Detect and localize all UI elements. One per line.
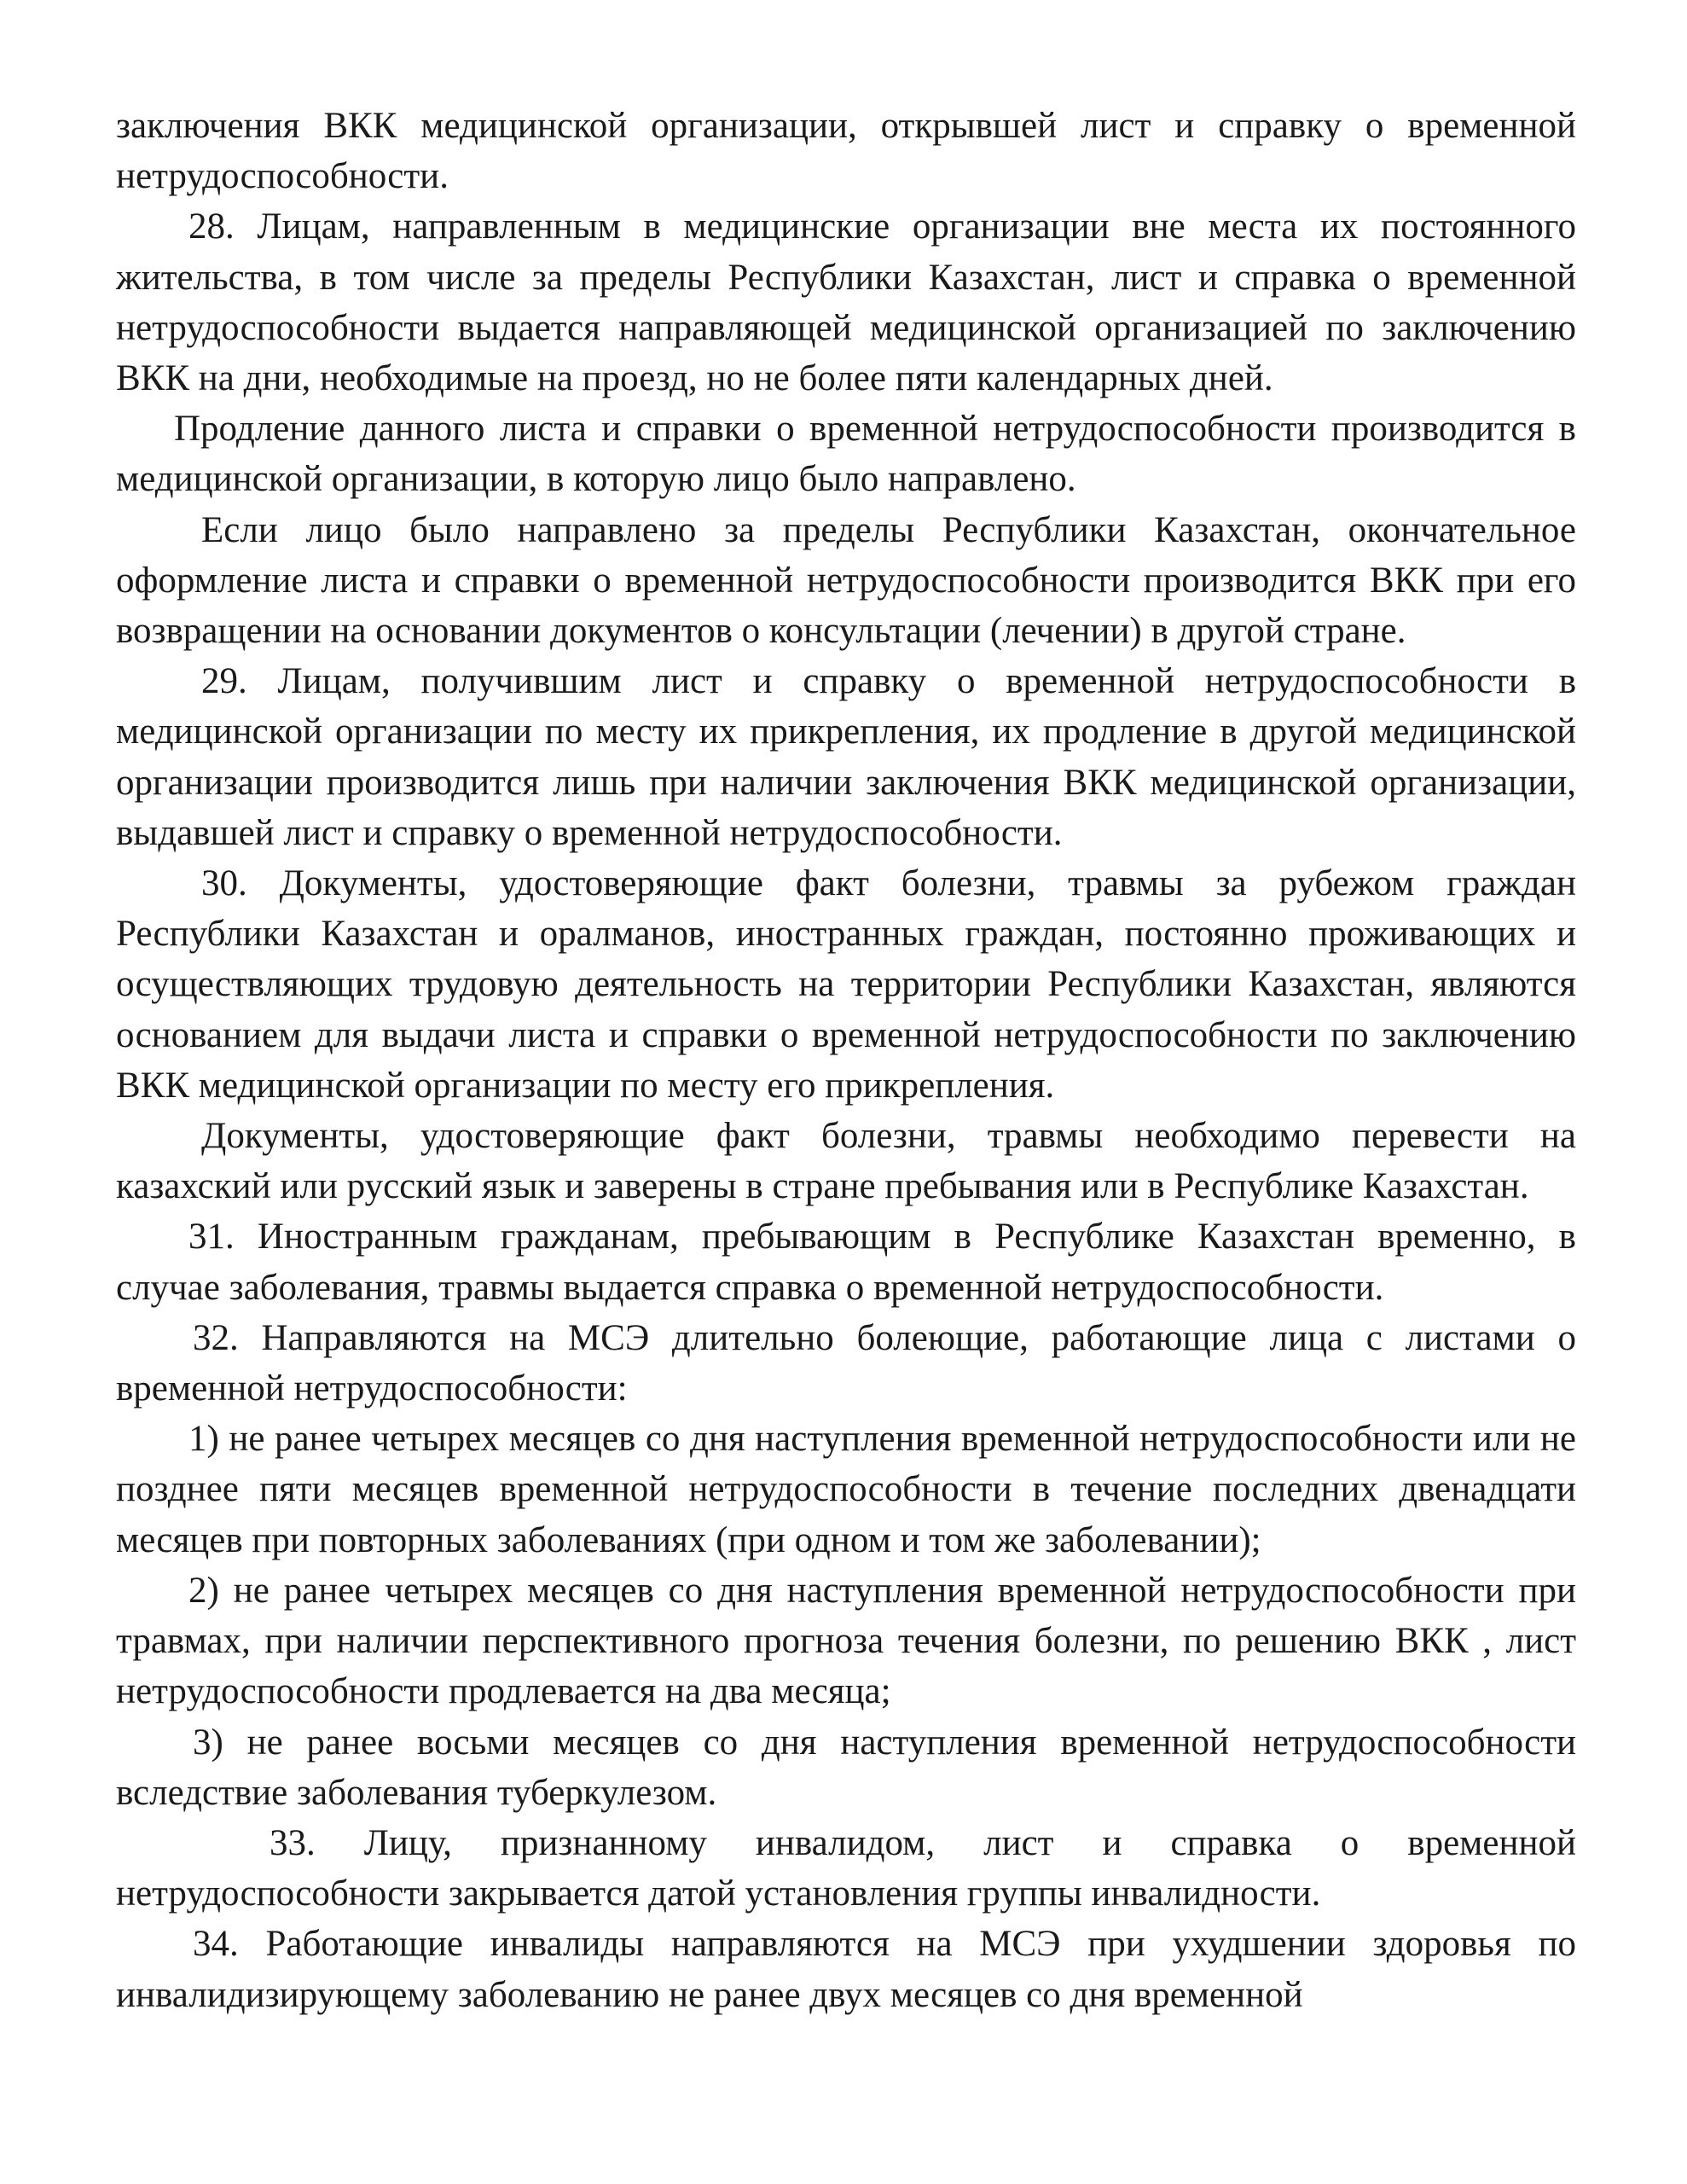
paragraph-29: 29. Лицам, получившим лист и справку о временной нетрудоспособности в медицинской организации по месту их прикрепления, их продление в другой медицинской организации производится лишь при наличии заключения ВКК медицинской организации, выдавшей лист и справку о временной нетрудоспособности. xyxy=(116,661,1576,853)
paragraph-28-extension: Продление данного листа и справки о временной нетрудоспособности производится в медицинской организации, в которую лицо было направлено. xyxy=(116,409,1576,500)
paragraph-30: 30. Документы, удостоверяющие факт болезни, травмы за рубежом граждан Республики Казахстан и оралманов, иностранных граждан, постоянно проживающих и осуществляющих трудовую деятельность на территории Республики Казахстан, являются основанием для выдачи листа и справки о временной нетрудоспособности по заключению ВКК медицинской организации по месту его прикрепления. xyxy=(116,863,1576,1106)
list-item-1: 1) не ранее четырех месяцев со дня наступления временной нетрудоспособности или не позднее пяти месяцев временной нетрудоспособности в течение последних двенадцати месяцев при повторных заболеваниях (при одном и том же заболевании); xyxy=(116,1419,1576,1560)
paragraph-28: 28. Лицам, направленным в медицинские организации вне места их постоянного жительства, в том числе за пределы Республики Казахстан, лист и справка о временной нетрудоспособности выдается направляющей медицинской организацией по заключению ВКК на дни, необходимые на проезд, но не более пяти календарных дней. xyxy=(116,206,1576,399)
paragraph-continuation: заключения ВКК медицинской организации, открывшей лист и справку о временной нетрудоспособности. xyxy=(116,106,1576,197)
paragraph-28-abroad: Если лицо было направлено за пределы Республики Казахстан, окончательное оформление листа и справки о временной нетрудоспособности производится ВКК при его возвращении на основании документов о консультации (лечении) в другой стране. xyxy=(116,509,1576,652)
list-item-2: 2) не ранее четырех месяцев со дня наступления временной нетрудоспособности при травмах, при наличии перспективного прогноза течения болезни, по решению ВКК , лист нетрудоспособности продлевается на два месяца; xyxy=(116,1570,1576,1712)
paragraph-31: 31. Иностранным гражданам, пребывающим в Республике Казахстан временно, в случае заболевания, травмы выдается справка о временной нетрудоспособности. xyxy=(116,1217,1576,1308)
list-item-3: 3) не ранее восьми месяцев со дня наступления временной нетрудоспособности вследствие заболевания туберкулезом. xyxy=(116,1722,1576,1813)
paragraph-33: 33. Лицу, признанному инвалидом, лист и справка о временной нетрудоспособности закрывается датой установления группы инвалидности. xyxy=(116,1822,1576,1914)
document-body xyxy=(116,101,1576,2020)
paragraph-32: 32. Направляются на МСЭ длительно болеющие, работающие лица с листами о временной нетрудоспособности: xyxy=(116,1317,1576,1409)
paragraph-30-translation: Документы, удостоверяющие факт болезни, травмы необходимо перевести на казахский или русский язык и заверены в стране пребывания или в Республике Казахстан. xyxy=(116,1116,1576,1207)
paragraph-34: 34. Работающие инвалиды направляются на МСЭ при ухудшении здоровья по инвалидизирующему заболеванию не ранее двух месяцев со дня временной xyxy=(116,1924,1576,2015)
